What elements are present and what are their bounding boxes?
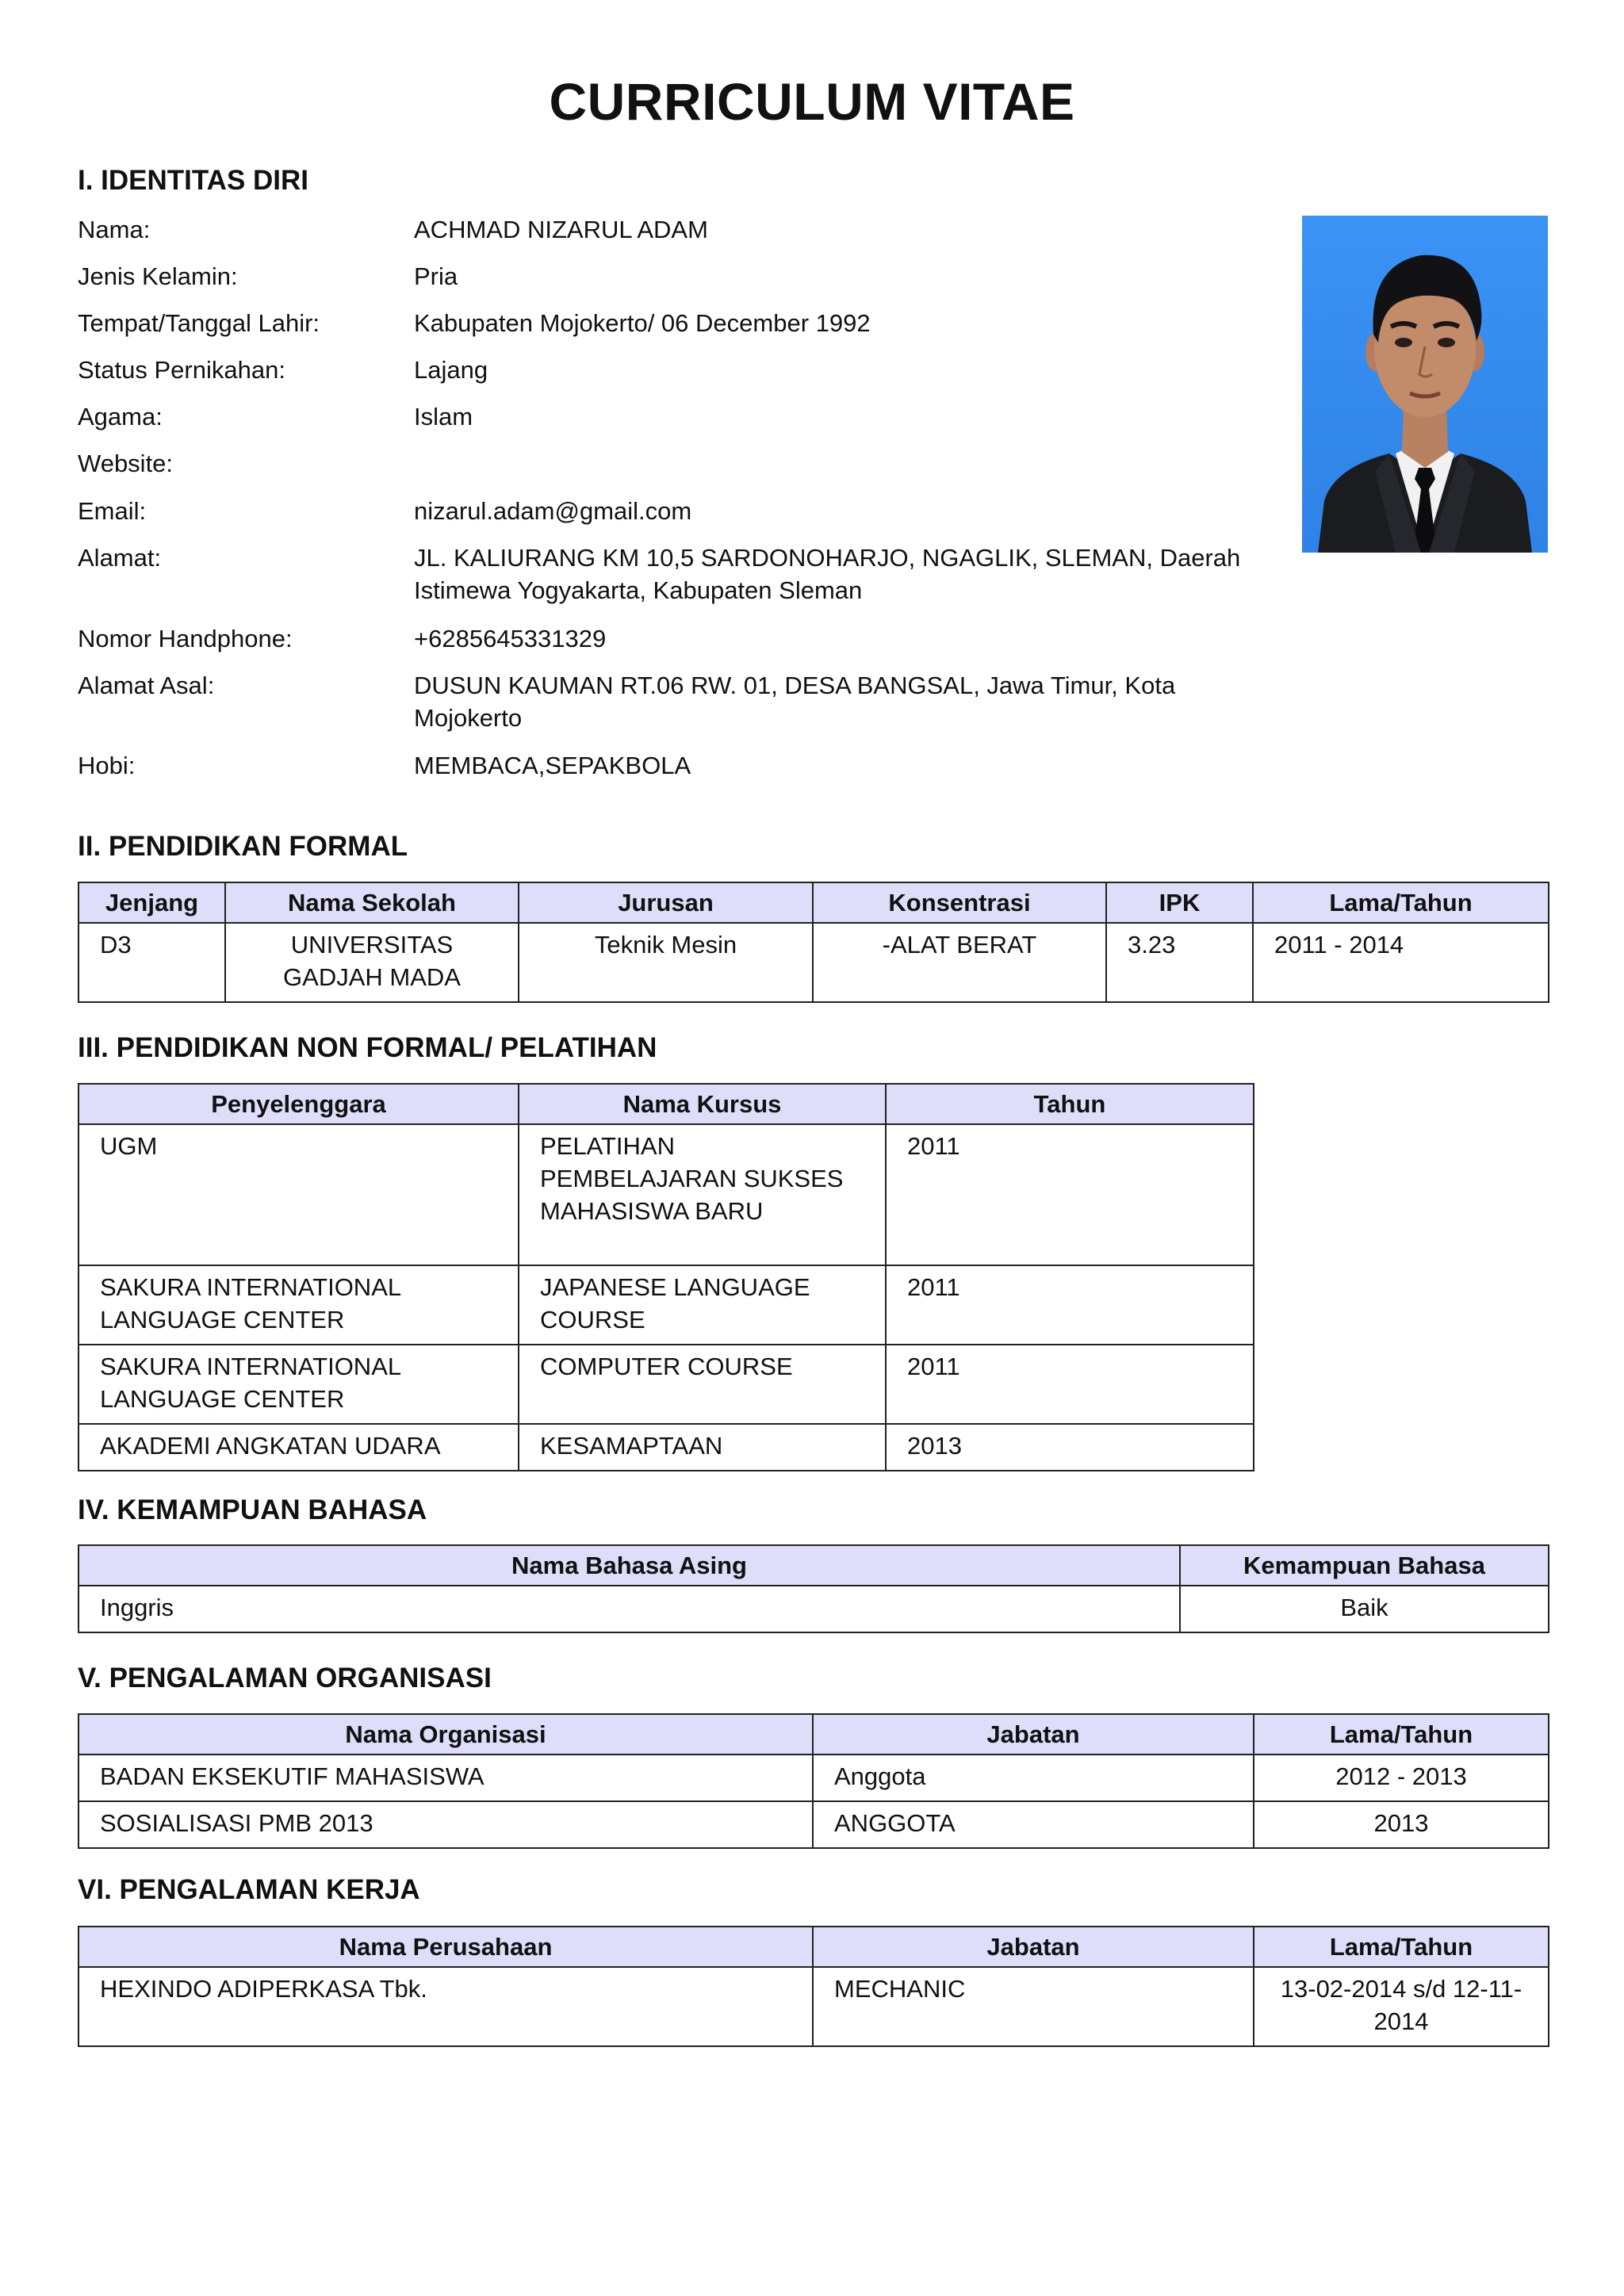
- column-header: Jabatan: [813, 1927, 1254, 1967]
- table-row: [79, 1424, 1254, 1471]
- formal-education-table: [78, 882, 1549, 1003]
- identity-label: Alamat Asal:: [78, 672, 215, 699]
- table-cell: KESAMAPTAAN: [519, 1424, 886, 1471]
- table-row: [79, 1586, 1549, 1632]
- table-cell: SAKURA INTERNATIONAL LANGUAGE CENTER: [79, 1265, 519, 1345]
- identity-label: Agama:: [78, 403, 163, 430]
- identity-label: Tempat/Tanggal Lahir:: [78, 309, 320, 337]
- identity-label: Alamat:: [78, 544, 162, 572]
- table-header-row: [79, 882, 1549, 923]
- table-cell: SOSIALISASI PMB 2013: [79, 1801, 813, 1848]
- table-cell: Inggris: [79, 1586, 1180, 1632]
- identity-value: ACHMAD NIZARUL ADAM: [414, 216, 708, 243]
- identity-label: Email:: [78, 497, 147, 525]
- column-header: Tahun: [886, 1084, 1254, 1124]
- column-header: Nama Bahasa Asing: [79, 1545, 1180, 1586]
- identity-label: Hobi:: [78, 752, 136, 779]
- table-header-row: [79, 1714, 1549, 1755]
- table-cell: Anggota: [813, 1755, 1254, 1801]
- work-experience-table: [78, 1926, 1549, 2047]
- table-cell: ANGGOTA: [813, 1801, 1254, 1848]
- table-cell: 2012 - 2013: [1254, 1755, 1549, 1801]
- identity-label: Website:: [78, 450, 174, 477]
- non-formal-education-heading: III. PENDIDIKAN NON FORMAL/ PELATIHAN: [78, 1032, 657, 1063]
- identity-label: Nomor Handphone:: [78, 625, 293, 652]
- table-cell: D3: [79, 923, 225, 1002]
- column-header: Jurusan: [519, 882, 813, 923]
- table-cell: Baik: [1180, 1586, 1549, 1632]
- table-row: [79, 1755, 1549, 1801]
- table-cell: AKADEMI ANGKATAN UDARA: [79, 1424, 519, 1471]
- column-header: Kemampuan Bahasa: [1180, 1545, 1549, 1586]
- non-formal-education-table: [78, 1083, 1254, 1471]
- table-cell: COMPUTER COURSE: [519, 1345, 886, 1424]
- table-cell: PELATIHAN PEMBELAJARAN SUKSES MAHASISWA BARU: [519, 1124, 886, 1265]
- identity-label: Status Pernikahan:: [78, 356, 285, 384]
- organization-experience-table: [78, 1713, 1549, 1849]
- table-cell: Teknik Mesin: [519, 923, 813, 1002]
- column-header: IPK: [1106, 882, 1253, 923]
- identity-value: MEMBACA,SEPAKBOLA: [414, 752, 691, 779]
- identity-value: nizarul.adam@gmail.com: [414, 497, 692, 525]
- table-cell: 13-02-2014 s/d 12-11-2014: [1254, 1967, 1549, 2046]
- column-header: Jenjang: [79, 882, 225, 923]
- identity-value: +6285645331329: [414, 625, 607, 652]
- table-row: [79, 1967, 1549, 2046]
- identity-label: Jenis Kelamin:: [78, 262, 238, 290]
- column-header: Nama Organisasi: [79, 1714, 813, 1755]
- table-cell: JAPANESE LANGUAGE COURSE: [519, 1265, 886, 1345]
- table-cell: 2011: [886, 1124, 1254, 1265]
- table-cell: 2011: [886, 1265, 1254, 1345]
- identity-value: JL. KALIURANG KM 10,5 SARDONOHARJO, NGAGLIK, SLEMAN, Daerah Istimewa Yogyakarta, Kabupaten Sleman: [414, 544, 1241, 604]
- identity-value: Lajang: [414, 356, 488, 384]
- column-header: Jabatan: [813, 1714, 1254, 1755]
- table-cell: 2011 - 2014: [1253, 923, 1549, 1002]
- organization-experience-heading: V. PENGALAMAN ORGANISASI: [78, 1663, 492, 1693]
- table-header-row: [79, 1084, 1254, 1124]
- identity-value: Islam: [414, 403, 473, 430]
- table-cell: 2013: [1254, 1801, 1549, 1848]
- table-cell: BADAN EKSEKUTIF MAHASISWA: [79, 1755, 813, 1801]
- table-row: [79, 1124, 1254, 1265]
- column-header: Lama/Tahun: [1254, 1927, 1549, 1967]
- table-cell: 3.23: [1106, 923, 1253, 1002]
- column-header: Nama Sekolah: [225, 882, 519, 923]
- formal-education-heading: II. PENDIDIKAN FORMAL: [78, 831, 408, 862]
- table-cell: 2013: [886, 1424, 1254, 1471]
- table-row: [79, 1265, 1254, 1345]
- profile-photo: [1302, 216, 1548, 553]
- column-header: Nama Kursus: [519, 1084, 886, 1124]
- column-header: Lama/Tahun: [1253, 882, 1549, 923]
- identity-value: DUSUN KAUMAN RT.06 RW. 01, DESA BANGSAL, Jawa Timur, Kota Mojokerto: [414, 672, 1176, 732]
- identity-heading: I. IDENTITAS DIRI: [78, 165, 309, 196]
- table-cell: UNIVERSITAS GADJAH MADA: [225, 923, 519, 1002]
- identity-label: Nama:: [78, 216, 151, 243]
- column-header: Konsentrasi: [813, 882, 1106, 923]
- identity-value: Pria: [414, 262, 458, 290]
- table-cell: MECHANIC: [813, 1967, 1254, 2046]
- table-header-row: [79, 1545, 1549, 1586]
- table-row: [79, 1345, 1254, 1424]
- table-cell: -ALAT BERAT: [813, 923, 1106, 1002]
- column-header: Lama/Tahun: [1254, 1714, 1549, 1755]
- table-cell: UGM: [79, 1124, 519, 1265]
- table-row: [79, 923, 1549, 1002]
- document-title: CURRICULUM VITAE: [549, 72, 1075, 131]
- column-header: Penyelenggara: [79, 1084, 519, 1124]
- table-cell: SAKURA INTERNATIONAL LANGUAGE CENTER: [79, 1345, 519, 1424]
- identity-value: Kabupaten Mojokerto/ 06 December 1992: [414, 309, 871, 337]
- table-cell: HEXINDO ADIPERKASA Tbk.: [79, 1967, 813, 2046]
- language-skills-heading: IV. KEMAMPUAN BAHASA: [78, 1494, 427, 1525]
- table-cell: 2011: [886, 1345, 1254, 1424]
- column-header: Nama Perusahaan: [79, 1927, 813, 1967]
- language-skills-table: [78, 1544, 1549, 1633]
- table-header-row: [79, 1927, 1549, 1967]
- table-row: [79, 1801, 1549, 1848]
- work-experience-heading: VI. PENGALAMAN KERJA: [78, 1874, 420, 1905]
